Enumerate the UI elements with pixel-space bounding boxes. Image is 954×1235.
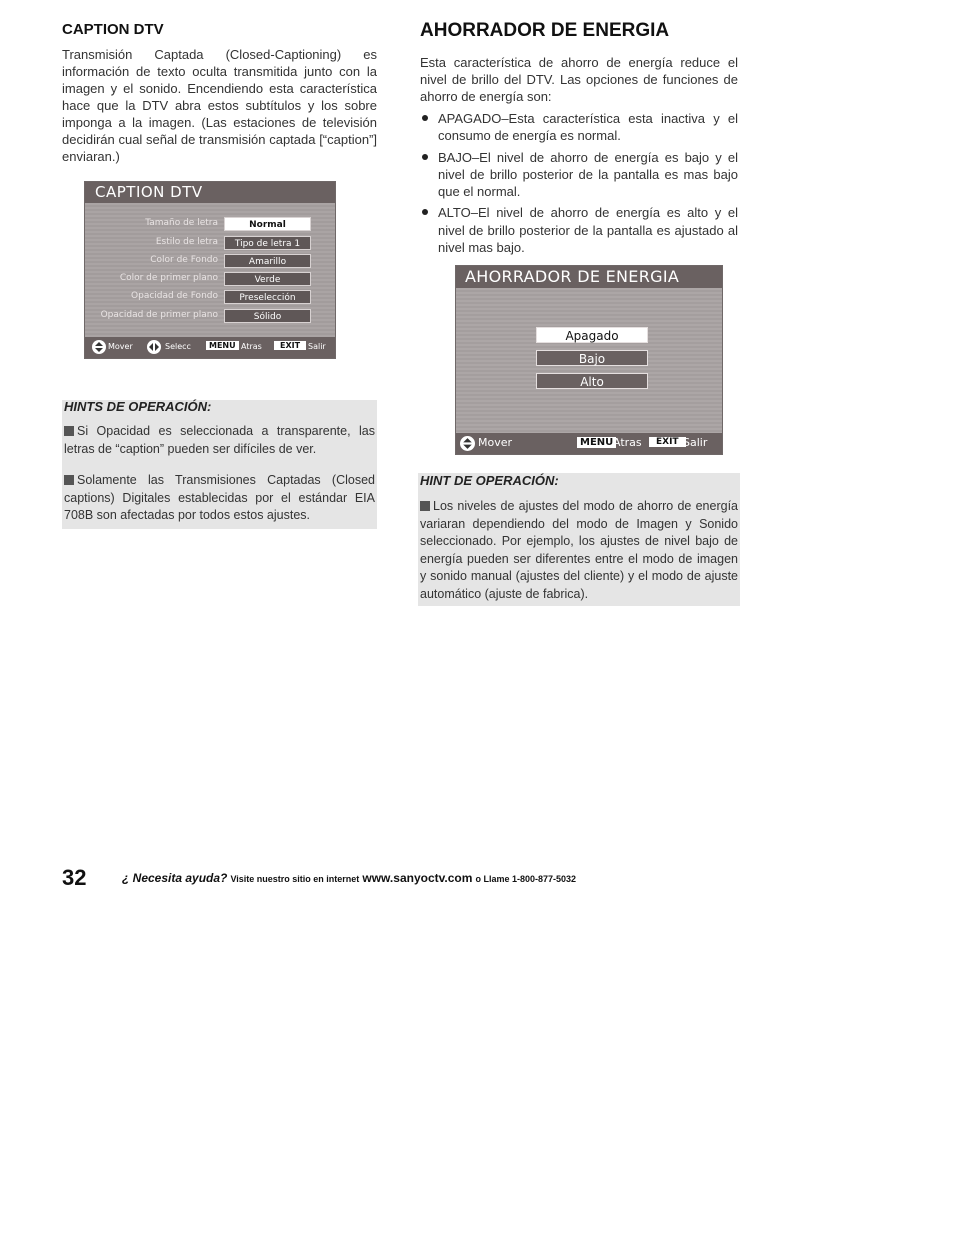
menu-key[interactable]: MENU [206, 341, 239, 350]
osd-row-value: Preselección [224, 290, 311, 304]
osd-body [85, 203, 335, 337]
bullet-icon [422, 154, 428, 160]
list-item [420, 149, 738, 201]
energy-saver-heading: AHORRADOR DE ENERGIA [420, 20, 670, 41]
exit-key[interactable]: EXIT [649, 437, 686, 447]
left-right-arrows-icon [147, 340, 161, 356]
exit-key[interactable]: EXIT [274, 341, 306, 350]
bullet-icon [422, 209, 428, 215]
osd-row-bg-color[interactable] [85, 254, 335, 271]
hints-title: HINTS DE OPERACIÓN: [64, 399, 212, 414]
osd-row-label: Color de primer plano [119, 273, 218, 283]
hints-box [62, 400, 377, 529]
move-label: Mover [108, 342, 133, 351]
option-apagado[interactable]: Apagado [536, 327, 648, 343]
energy-osd-body [456, 288, 722, 433]
hint-item [64, 423, 375, 458]
osd-row-value: Normal [224, 217, 311, 231]
hint-text: Solamente las Transmisiones Captadas (Closed captions) Digitales establecidas por el estándar EIA 708B son afectadas por todos estos ajustes. [64, 473, 375, 522]
energy-osd-footer [456, 433, 722, 454]
osd-row-font-size[interactable] [85, 217, 335, 234]
osd-row-fg-opacity[interactable] [85, 309, 335, 326]
osd-row-value: Sólido [224, 309, 311, 323]
option-bajo[interactable]: Bajo [536, 350, 648, 366]
osd-row-value: Amarillo [224, 254, 311, 268]
caption-dtv-paragraph: Transmisión Captada (Closed-Captioning) es información de texto oculta transmitida junto con la imagen y el sonido. Encendiendo esta característica hace que la DTV abra estos subtítulos y los sobre imponga a la imagen. (Las estaciones de televisión decidirán cual señal de transmisión captada [“caption”] enviaran.) [62, 47, 377, 164]
exit-label: Salir [308, 342, 326, 351]
list-item-text: ALTO–El nivel de ahorro de energía es alto y el nivel de brillo posterior de la pantalla es ajustado al nivel mas bajo. [438, 205, 738, 256]
website-link[interactable]: www.sanyoctv.com [362, 871, 473, 885]
hint-text: Si Opacidad es seleccionada a transparente, las letras de “caption” pueden ser difíciles de ver. [64, 424, 375, 456]
square-bullet-icon [420, 501, 430, 511]
osd-row-fg-color[interactable] [85, 272, 335, 289]
help-question: ¿ Necesita ayuda? [122, 871, 228, 885]
energy-osd-title: AHORRADOR DE ENERGIA [456, 266, 722, 288]
visit-text: Visite nuestro sitio en internet [230, 874, 360, 884]
osd-row-value: Tipo de letra 1 [224, 236, 311, 250]
up-down-arrows-icon [460, 436, 475, 454]
up-down-arrows-icon [92, 340, 106, 356]
hint-item [64, 472, 375, 525]
back-label: Atras [241, 342, 262, 351]
osd-row-label: Estilo de letra [155, 237, 218, 247]
osd-row-label: Tamaño de letra [145, 218, 218, 228]
list-item [420, 204, 738, 256]
list-item-text: APAGADO–Esta característica esta inactiva y el consumo de energía es normal. [438, 111, 738, 144]
osd-row-bg-opacity[interactable] [85, 290, 335, 307]
square-bullet-icon [64, 475, 74, 485]
osd-row-label: Opacidad de primer plano [100, 310, 218, 320]
osd-title: CAPTION DTV [85, 182, 335, 203]
osd-row-label: Color de Fondo [150, 255, 218, 265]
caption-dtv-heading: CAPTION DTV [62, 21, 164, 38]
energy-intro: Esta característica de ahorro de energía reduce el nivel de brillo del DTV. Las opciones de funciones de ahorro de energía son: [420, 55, 738, 104]
menu-key[interactable]: MENU [577, 437, 616, 448]
energy-osd [455, 265, 723, 455]
page-number: 32 [62, 865, 87, 890]
exit-label: Salir [683, 436, 708, 449]
hint-text: Los niveles de ajustes del modo de ahorro de energía variaran dependiendo del modo de Imagen y Sonido seleccionado. Por ejemplo, los ajustes de nivel bajo de energía pueden ser diferentes entre el modo de imagen y sonido manual (ajustes del cliente) y el modo de ajuste automático (ajuste de fabrica). [420, 499, 738, 601]
osd-row-font-style[interactable] [85, 236, 335, 253]
osd-row-label: Opacidad de Fondo [131, 291, 218, 301]
osd-footer [85, 337, 335, 358]
help-line [122, 871, 576, 885]
call-text: o Llame 1-800-877-5032 [475, 874, 577, 884]
move-label: Mover [478, 436, 513, 449]
select-label: Selecc [165, 342, 191, 351]
hint-box [418, 473, 740, 606]
hint-title: HINT DE OPERACIÓN: [420, 473, 559, 488]
energy-options-list [420, 110, 738, 260]
osd-row-value: Verde [224, 272, 311, 286]
list-item [420, 110, 738, 145]
back-label: Atras [613, 436, 642, 449]
option-alto[interactable]: Alto [536, 373, 648, 389]
square-bullet-icon [64, 426, 74, 436]
caption-dtv-osd [84, 181, 336, 359]
bullet-icon [422, 115, 428, 121]
hint-item [420, 498, 738, 603]
list-item-text: BAJO–El nivel de ahorro de energía es bajo y el nivel de brillo posterior de la pantalla es mas bajo que el normal. [438, 149, 738, 200]
